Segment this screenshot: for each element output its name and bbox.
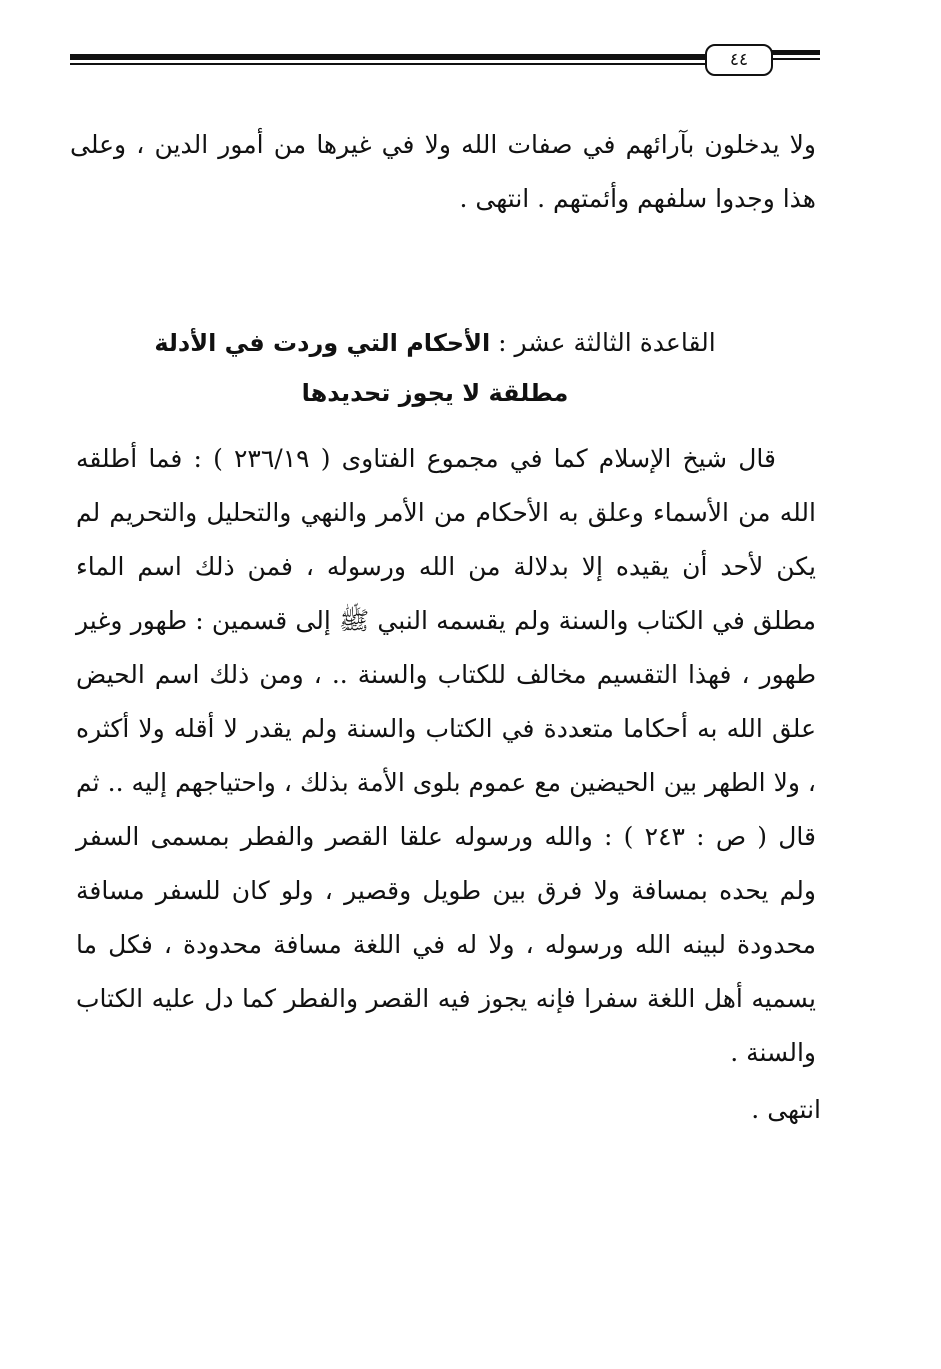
- closing-text: انتهى .: [751, 1095, 821, 1124]
- header-rule-right-thick-line: [772, 50, 820, 55]
- page-header-rule: [70, 44, 820, 74]
- header-rule-thin-line: [70, 63, 706, 65]
- header-rule-thick-line: [70, 54, 706, 60]
- section-heading-title: الأحكام التي وردت في الأدلة مطلقة لا يجوز تحديدها: [154, 329, 569, 407]
- header-rule-right-thin-line: [772, 58, 820, 60]
- body-paragraph: قال شيخ الإسلام كما في مجموع الفتاوى ( ٢٣٦/١٩ ) : فما أطلقه الله من الأسماء وعلق به الأحكام من الأمر والنهي والتحليل والتحريم لم يكن لأحد أن يقيده إلا بدلالة من الله ورسوله ، فمن ذلك اسم الماء مطلق في الكتاب والسنة ولم يقسمه النبي ﷺ إلى قسمين : طهور وغير طهور ، فهذا التقسيم مخالف للكتاب والسنة .. ، ومن ذلك اسم الحيض علق الله به أحكاما متعددة في الكتاب والسنة ولم يقدر لا أقله ولا أكثره ، ولا الطهر بين الحيضين مع عموم بلوى الأمة بذلك ، واحتياجهم إليه .. ثم قال ( ص : ٢٤٣ ) : والله ورسوله علقا القصر والفطر بمسمى السفر ولم يحده بمسافة ولا فرق بين طويل وقصير ، ولو كان للسفر مسافة محدودة لبينه الله ورسوله ، ولا له في اللغة مسافة محدودة ، فكل ما يسميه أهل اللغة سفرا فإنه يجوز فيه القصر والفطر كما دل عليه الكتاب والسنة .: [76, 444, 816, 1067]
- section-heading: [120, 318, 750, 418]
- section-heading-lead: القاعدة الثالثة عشر :: [498, 328, 716, 357]
- intro-paragraph: ولا يدخلون بآرائهم في صفات الله ولا في غيرها من أمور الدين ، وعلى هذا وجدوا سلفهم وأئمتهم . انتهى .: [70, 130, 816, 213]
- page-number: ٤٤: [705, 44, 773, 76]
